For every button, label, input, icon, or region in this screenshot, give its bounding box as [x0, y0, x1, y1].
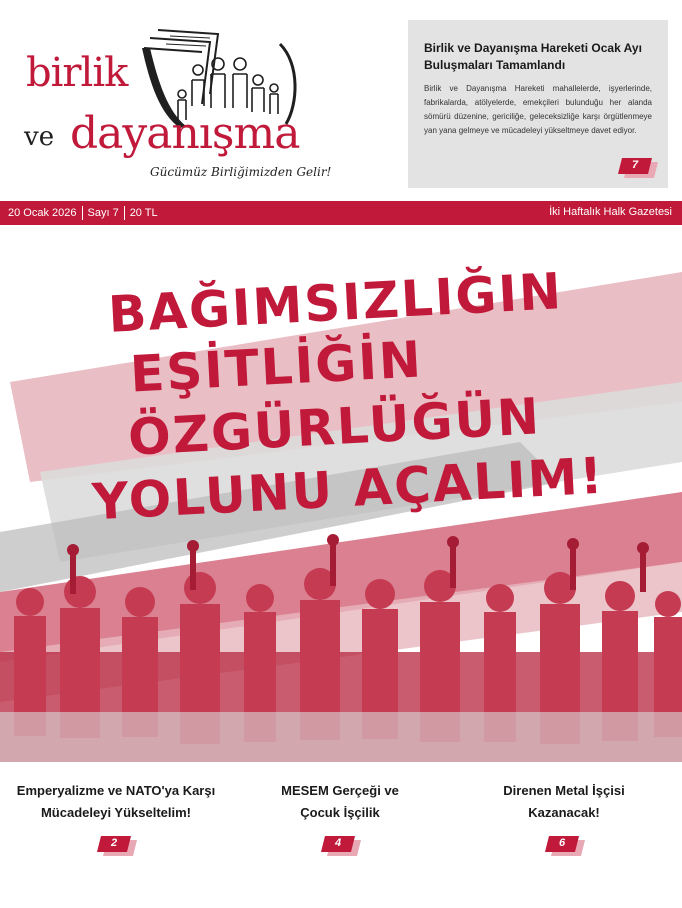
logo-word-birlik: birlik [26, 50, 128, 96]
teaser-box[interactable] [408, 20, 668, 188]
tagline: İki Haftalık Halk Gazetesi [549, 206, 672, 218]
divider [124, 206, 125, 220]
teaser-body: Birlik ve Dayanışma Hareketi mahallelerde, işyerlerinde, fabrikalarda, atölyelerde, emekçileri bulunduğu her alanda sömürü düzenine, gericiliğe, geleceksizliğe karşı örgütlenmeye yan yana gelmeye ve mücadeleyi yükseltmeye davet ediyor. [424, 84, 652, 135]
headline [0, 232, 682, 762]
footer-item-title-line-1[interactable]: Direnen Metal İşçisi [503, 783, 625, 798]
masthead [0, 0, 682, 196]
footer-item-title-line-1[interactable]: MESEM Gerçeği ve [281, 783, 399, 798]
headline-line-1: BAĞIMSIZLIĞIN [106, 262, 565, 344]
footer-item-title-line-2[interactable]: Çocuk İşçilik [300, 805, 380, 820]
footer-page-badge[interactable] [547, 836, 581, 854]
footer-page-badge[interactable] [99, 836, 133, 854]
issue-number: Sayı 7 [87, 207, 119, 219]
issue-date: 20 Ocak 2026 [8, 207, 77, 219]
footer-item[interactable] [6, 780, 226, 854]
footer-item-title-line-1[interactable]: Emperyalizme ve NATO'ya Karşı [16, 783, 216, 798]
info-bar [0, 201, 682, 225]
hero-cover [0, 232, 682, 762]
teaser-page-badge[interactable] [620, 158, 654, 176]
footer-page-badge[interactable] [323, 836, 357, 854]
footer-page-number: 4 [334, 837, 342, 849]
headline-line-4: YOLUNU AÇALIM! [90, 446, 606, 532]
slogan: Gücümüz Birliğimizden Gelir! [150, 165, 332, 179]
footer-item-title-line-2[interactable]: Mücadeleyi Yükseltelim! [40, 805, 192, 820]
logo-word-ve: ve [24, 122, 55, 152]
footer-item[interactable] [454, 780, 674, 854]
logo-word-dayanisma: dayanışma [70, 108, 300, 159]
footer-page-number: 6 [558, 837, 566, 849]
footer-item-title-line-2[interactable]: Kazanacak! [528, 805, 600, 820]
footer-teasers [0, 770, 682, 908]
headline-line-2: EŞİTLİĞİN [128, 330, 425, 404]
issue-price: 20 TL [129, 207, 158, 219]
divider [82, 206, 83, 220]
headline-line-3: ÖZGÜRLÜĞÜN [126, 387, 543, 467]
footer-page-number: 2 [110, 837, 118, 849]
teaser-page-number: 7 [631, 159, 639, 171]
teaser-title[interactable]: Birlik ve Dayanışma Hareketi Ocak Ayı Buluşmaları Tamamlandı [424, 41, 642, 72]
footer-item[interactable] [230, 780, 450, 854]
